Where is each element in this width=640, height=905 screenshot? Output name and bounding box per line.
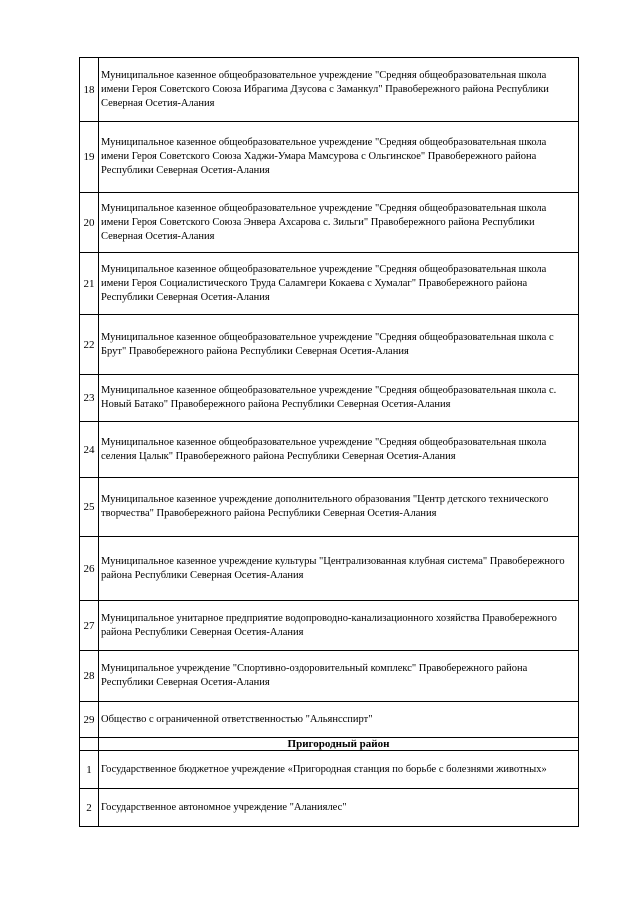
table-row [80,253,579,315]
table-row [80,315,579,375]
row-number: 20 [80,193,99,253]
section-header-row [80,738,579,751]
organization-name: Муниципальное учреждение "Спортивно-оздоровительный комплекс" Правобережного района Республики Северная Осетия-Алания [99,651,579,702]
table-row [80,422,579,478]
table-row [80,651,579,702]
row-number: 21 [80,253,99,315]
organizations-table [79,57,579,827]
row-number: 25 [80,478,99,537]
table-row [80,537,579,601]
row-number: 18 [80,58,99,122]
organization-name: Муниципальное казенное общеобразовательное учреждение "Средняя общеобразовательная школа имени Героя Советского Союза Ибрагима Дзусова с Заманкул" Правобережного района Республики Северная Осетия-Алания [99,58,579,122]
row-number: 28 [80,651,99,702]
organization-name: Муниципальное казенное общеобразовательное учреждение "Средняя общеобразовательная школа с Брут" Правобережного района Республики Северная Осетия-Алания [99,315,579,375]
organization-name: Муниципальное казенное общеобразовательное учреждение "Средняя общеобразовательная школа имени Героя Советского Союза Хаджи-Умара Мамсурова с Ольгинское" Правобережного района Республики Северная Осетия-Алания [99,122,579,193]
table-row [80,375,579,422]
table-row [80,702,579,738]
organization-name: Государственное бюджетное учреждение «Пригородная станция по борьбе с болезнями животных» [99,751,579,789]
organization-name: Муниципальное казенное общеобразовательное учреждение "Средняя общеобразовательная школа селения Цалык" Правобережного района Республики Северная Осетия-Алания [99,422,579,478]
row-number: 2 [80,789,99,827]
organization-name: Государственное автономное учреждение "Аланиялес" [99,789,579,827]
organization-name: Муниципальное казенное общеобразовательное учреждение "Средняя общеобразовательная школа с. Новый Батако" Правобережного района Республики Северная Осетия-Алания [99,375,579,422]
table-row [80,601,579,651]
organization-name: Муниципальное унитарное предприятие водопроводно-канализационного хозяйства Правобережного района Республики Северная Осетия-Алания [99,601,579,651]
row-number: 27 [80,601,99,651]
row-number: 29 [80,702,99,738]
table-row [80,58,579,122]
organization-name: Муниципальное казенное общеобразовательное учреждение "Средняя общеобразовательная школа имени Героя Советского Союза Энвера Ахсарова с. Зильги" Правобережного района Республики Северная Осетия-Алания [99,193,579,253]
row-number: 26 [80,537,99,601]
section-title: Пригородный район [99,738,579,751]
table-row [80,193,579,253]
organization-name: Общество с ограниченной ответственностью "Альянсспирт" [99,702,579,738]
row-number: 1 [80,751,99,789]
organization-name: Муниципальное казенное общеобразовательное учреждение "Средняя общеобразовательная школа имени Героя Социалистического Труда Саламгери Кокаева с Хумалаг" Правобережного района Республики Северная Осетия-Алания [99,253,579,315]
table-row [80,122,579,193]
table-row [80,789,579,827]
row-number: 24 [80,422,99,478]
section-cell-empty [80,738,99,751]
row-number: 19 [80,122,99,193]
organization-name: Муниципальное казенное учреждение культуры "Централизованная клубная система" Правобережного района Республики Северная Осетия-Алания [99,537,579,601]
row-number: 23 [80,375,99,422]
table-row [80,751,579,789]
table-row [80,478,579,537]
row-number: 22 [80,315,99,375]
organization-name: Муниципальное казенное учреждение дополнительного образования "Центр детского технического творчества" Правобережного района Республики Северная Осетия-Алания [99,478,579,537]
